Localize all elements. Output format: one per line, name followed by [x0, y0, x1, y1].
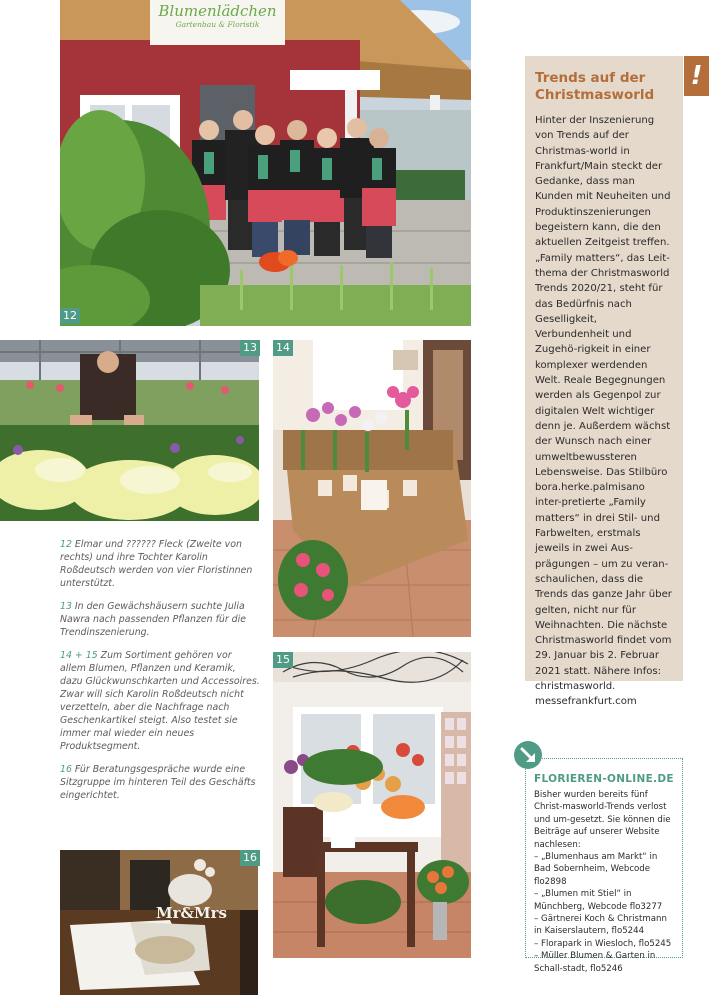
- photo-captions: [60, 538, 260, 812]
- photo-number-13: 13: [240, 340, 260, 356]
- caption-number: 13: [60, 601, 72, 612]
- caption-text: Zum Sortiment gehören vor allem Blumen, Pflanzen und Keramik, dazu Glückwunschkarten und Accessoires. Zwar will sich Karolin Roßdeutsch nicht verzetteln, aber die Nachfrage nach Geschenkartikel steigt. Also testet sie immer mal wieder ein neues Produktsegment.: [60, 650, 260, 752]
- florieren-intro: Bisher wurden bereits fünf Christ-masworld-Trends verlost und um-gesetzt. Sie können die Beiträge auf unserer Website nachlesen:: [534, 790, 671, 850]
- shop-sign-name: Blumenlädchen: [158, 2, 277, 20]
- photo-seating-area: [60, 850, 258, 995]
- caption-number: 14 + 15: [60, 650, 98, 661]
- list-item: – Müller Blumen & Garten in Schall-stadt, flo5246: [534, 951, 656, 974]
- trends-title: Trends auf der Christmasworld: [535, 70, 655, 103]
- florieren-site-link[interactable]: FLORIEREN-ONLINE.DE: [534, 773, 674, 785]
- caption-number: 12: [60, 539, 72, 550]
- photo-greenhouse: [0, 340, 259, 521]
- trends-body: Hinter der Inszenierung von Trends auf der Christmas-world in Frankfurt/Main steckt der Gedanke, dass man Kunden mit Neuheiten und Produktinszenierungen begeistern kann, die den aktuellen Zeitgeist treffen. „Family matters“, das Leit-thema der Christmasworld Trends 2020/21, steht für das Bedürfnis nach Geselligkeit, Verbundenheit und Zugehö-rigkeit in einer komplexer werdenden Welt. Reale Begegnungen werden als Gegenpol zur digitalen Welt wichtiger denn je. Außerdem wächst der Wunsch nach einer umweltbewussteren Lebensweise. Das Stilbüro bora.herke.palmisano inter-pretierte „Family matters“ in drei Stil- und Farbwelten, erstmals jeweils in zwei Aus-prägungen – um zu veran-schaulichen, dass die Trends das ganze Jahr über gelten, nicht nur für Weihnachten. Die nächste Christmasworld findet vom 29. Januar bis 2. Februar 2021 statt. Nähere Infos: christmasworld. messefrankfurt.com: [535, 115, 672, 708]
- photo-number-14: 14: [273, 340, 293, 356]
- photo-shop-interior-orchids: [273, 340, 471, 637]
- list-item: – Gärtnerei Koch & Christmann in Kaiserslautern, flo5244: [534, 914, 667, 937]
- caption-text: Für Beratungsgespräche wurde eine Sitzgruppe im hinteren Teil des Geschäfts eingerichtet.: [60, 764, 256, 801]
- caption-number: 16: [60, 764, 72, 775]
- photo-storefront-team: [60, 0, 471, 326]
- trends-sidebar-box: [525, 56, 683, 708]
- shop-sign-subline: Gartenbau & Floristik: [175, 20, 260, 29]
- photo16-table-sign: Mr&Mrs: [156, 904, 228, 922]
- caption-12: [60, 538, 260, 590]
- list-item: – Florapark in Wiesloch, flo5245: [534, 938, 672, 949]
- florieren-online-box: [525, 758, 683, 974]
- photo-number-12: 12: [60, 308, 80, 324]
- photo12-shop-sign: [150, 2, 285, 42]
- exclamation-icon: [684, 56, 709, 96]
- caption-13: [60, 600, 260, 639]
- list-item: – „Blumenhaus am Markt“ in Bad Sobernheim, Webcode flo2898: [534, 852, 658, 887]
- photo-number-15: 15: [273, 652, 293, 668]
- photo-number-16: 16: [240, 850, 260, 866]
- exclamation-glyph: !: [690, 61, 703, 91]
- caption-16: [60, 763, 260, 802]
- arrow-down-right-icon: [514, 741, 542, 769]
- caption-text: Elmar und ?????? Fleck (Zweite von rechts) und ihre Tochter Karolin Roßdeutsch werden von vier Floristinnen unterstützt.: [60, 539, 253, 589]
- photo-flower-display: [273, 652, 471, 958]
- list-item: – „Blumen mit Stiel“ in Münchberg, Webcode flo3277: [534, 889, 663, 912]
- caption-14-15: [60, 649, 260, 753]
- florieren-list: [534, 851, 676, 975]
- caption-text: In den Gewächshäusern suchte Julia Nawra nach passenden Pflanzen für die Trendinszenierung.: [60, 601, 246, 638]
